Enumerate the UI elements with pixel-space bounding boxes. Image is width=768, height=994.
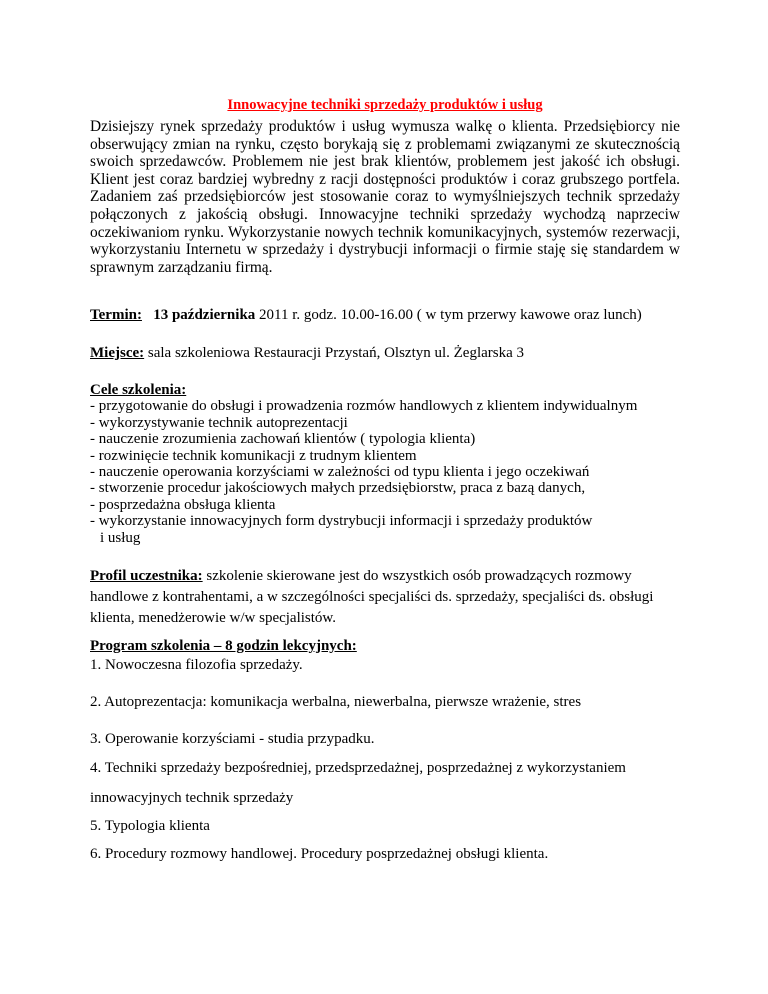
- cele-item: - nauczenie zrozumienia zachowań klientów ( typologia klienta): [90, 431, 476, 448]
- cele-item-continuation: i usług: [100, 529, 141, 546]
- termin-details: 2011 r. godz. 10.00-16.00 ( w tym przerwy kawowe oraz lunch): [255, 307, 642, 323]
- profil-text: szkolenie skierowane jest do wszystkich osób prowadzących rozmowy handlowe z kontrahentami, a w szczególności specjaliści ds. sprzedaży, specjaliści ds. obsługi klienta, menedżerowie w/w specjalistów.: [90, 568, 654, 626]
- program-item-continuation: innowacyjnych technik sprzedaży: [90, 790, 294, 806]
- program-item: 3. Operowanie korzyściami - studia przypadku.: [90, 731, 375, 747]
- cele-item: - nauczenie operowania korzyściami w zależności od typu klienta i jego oczekiwań: [90, 464, 590, 481]
- cele-heading: Cele szkolenia:: [90, 382, 187, 398]
- program-item: 1. Nowoczesna filozofia sprzedaży.: [90, 657, 303, 673]
- cele-item: - wykorzystywanie technik autoprezentacji: [90, 414, 348, 431]
- miejsce-label: Miejsce:: [90, 345, 145, 361]
- program-section: [90, 638, 626, 862]
- cele-item: - posprzedażna obsługa klienta: [90, 496, 276, 513]
- cele-item: - rozwinięcie technik komunikacji z trudnym klientem: [90, 447, 417, 464]
- termin-date: 13 października: [153, 307, 256, 323]
- program-heading: Program szkolenia – 8 godzin lekcyjnych:: [90, 638, 357, 654]
- document-page: [90, 96, 680, 862]
- cele-item: - wykorzystanie innowacyjnych form dystrybucji informacji i sprzedaży produktów: [90, 513, 593, 530]
- intro-paragraph: Dzisiejszy rynek sprzedaży produktów i usług wymusza walkę o klienta. Przedsiębiorcy nie obserwujący zmian na rynku, często borykają się z problemami związanymi ze skutecznością swoich sprzedawców. Problemem nie jest brak klientów, problemem jest jakość ich obsługi. Klient jest coraz bardziej wybredny z racji dostępności produktów i coraz grubszego portfela. Zadaniem zaś przedsiębiorców jest stosowanie coraz to wymyślniejszych technik sprzedaży połączonych z jakością obsługi. Innowacyjne techniki sprzedaży wychodzą naprzeciw oczekiwaniom rynku. Wykorzystanie nowych technik komunikacyjnych, systemów rezerwacji, wykorzystaniu Internetu w sprzedaży i dystrybucji informacji o firmie staję się standardem w sprawnym zarządzaniu firmą.: [90, 118, 680, 276]
- profil-label: Profil uczestnika:: [90, 568, 203, 584]
- miejsce-text: sala szkoleniowa Restauracji Przystań, Olsztyn ul. Żeglarska 3: [144, 345, 525, 361]
- program-item: 6. Procedury rozmowy handlowej. Procedury posprzedażnej obsługi klienta.: [90, 846, 549, 862]
- termin-label: Termin:: [90, 307, 142, 323]
- program-item: 5. Typologia klienta: [90, 818, 210, 834]
- profil-section: [90, 566, 680, 629]
- cele-item: - stworzenie procedur jakościowych małych przedsiębiorstw, praca z bazą danych,: [90, 480, 586, 497]
- termin-line: [90, 306, 642, 324]
- cele-item: - przygotowanie do obsługi i prowadzenia rozmów handlowych z klientem indywidualnym: [90, 398, 638, 415]
- program-item: 2. Autoprezentacja: komunikacja werbalna, niewerbalna, pierwsze wrażenie, stres: [90, 694, 582, 710]
- cele-section: [90, 382, 637, 546]
- document-title: Innowacyjne techniki sprzedaży produktów i usług: [227, 97, 543, 113]
- miejsce-line: [90, 344, 524, 362]
- program-item: 4. Techniki sprzedaży bezpośredniej, przedsprzedażnej, posprzedażnej z wykorzystaniem: [90, 760, 626, 776]
